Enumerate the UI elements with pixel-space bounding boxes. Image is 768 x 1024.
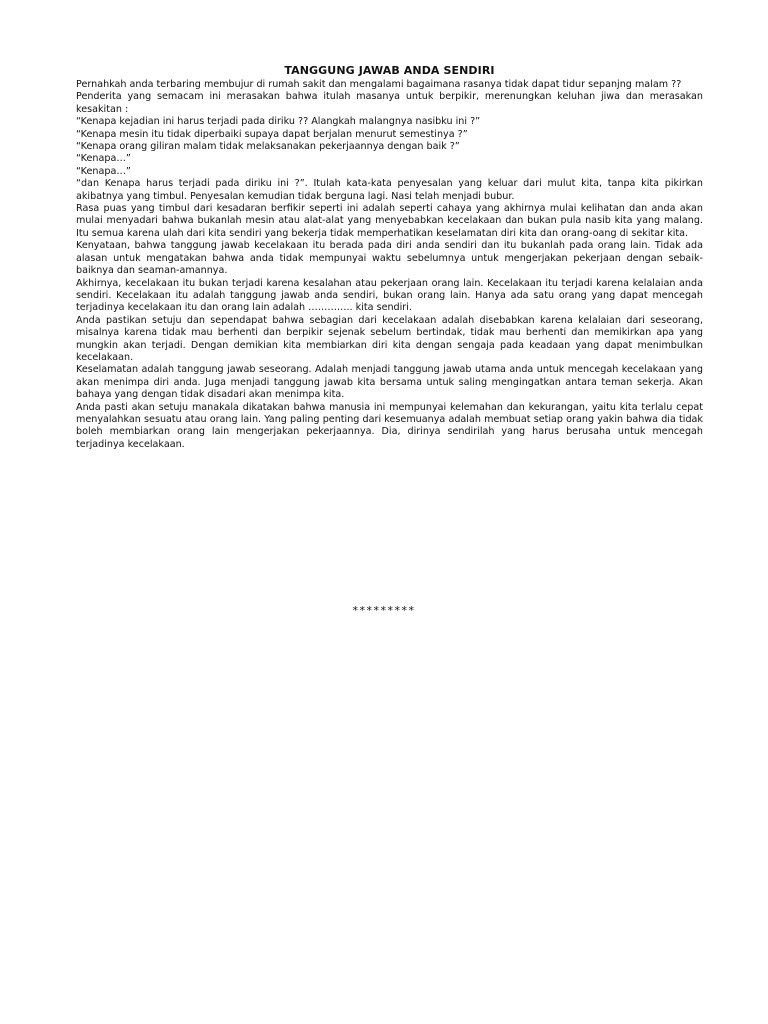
- document-page: [76, 64, 703, 451]
- document-body: [76, 79, 703, 451]
- paragraph: Anda pasti akan setuju manakala dikatakan bahwa manusia ini mempunyai kelemahan dan kekurangan, yaitu kita terlalu cepat menyalahkan sesuatu atau orang lain. Yang paling penting dari kesemuanya adalah membuat setiap orang yakin bahwa dia tidak boleh membiarkan orang lain mengerjakan pekerjaannya. Dia, dirinya sendirilah yang harus berusaha untuk mencegah terjadinya kecelakaan.: [76, 401, 703, 450]
- paragraph: “Kenapa orang giliran malam tidak melaksanakan pekerjaannya dengan baik ?”: [76, 141, 460, 153]
- paragraph: “dan Kenapa harus terjadi pada diriku ini ?”. Itulah kata-kata penyesalan yang keluar dari mulut kita, tanpa kita pikirkan akibatnya yang timbul. Penyesalan kemudian tidak berguna lagi. Nasi telah menjadi bubur.: [76, 178, 703, 202]
- paragraph: “Kenapa…”: [76, 165, 131, 177]
- paragraph: “Kenapa…”: [76, 153, 131, 165]
- paragraph: Pernahkah anda terbaring membujur di rumah sakit dan mengalami bagaimana rasanya tidak dapat tidur sepanjng malam ??: [76, 79, 682, 90]
- paragraph: Keselamatan adalah tanggung jawab seseorang. Adalah menjadi tanggung jawab utama anda untuk mencegah kecelakaan yang akan menimpa diri anda. Juga menjadi tanggung jawab kita bersama untuk saling mengingatkan antara teman sekerja. Akan bahaya yang dengan tidak disadari akan menimpa kita.: [76, 364, 703, 401]
- paragraph: “Kenapa kejadian ini harus terjadi pada diriku ?? Alangkah malangnya nasibku ini ?”: [76, 116, 481, 128]
- paragraph: Kenyataan, bahwa tanggung jawab kecelakaan itu berada pada diri anda sendiri dan itu bukanlah pada orang lain. Tidak ada alasan untuk mengatakan bahwa anda tidak mempunyai waktu sebelumnya untuk mengerjakan pekerjaan dengan sebaik-baiknya dan seaman-amannya.: [76, 240, 703, 277]
- end-marker: *********: [352, 604, 416, 617]
- paragraph: Akhirnya, kecelakaan itu bukan terjadi karena kesalahan atau pekerjaan orang lain. Kecelakaan itu terjadi karena kelalaian anda sendiri. Kecelakaan itu adalah tanggung jawab anda sendiri, bukan orang lain. Hanya ada satu orang yang dapat mencegah terjadinya kecelakaan itu dan orang lain adalah ………….. kita sendiri.: [76, 277, 703, 314]
- document-title: TANGGUNG JAWAB ANDA SENDIRI: [284, 64, 495, 77]
- paragraph: Rasa puas yang timbul dari kesadaran berfikir seperti ini adalah seperti cahaya yang akhirnya mulai kelihatan dan anda akan mulai menyadari bahwa bukanlah mesin atau alat-alat yang menyebabkan kecelakaan dan bukan pula nasib kita yang malang. Itu semua karena ulah dari kita sendiri yang bekerja tidak memperhatikan keselamatan diri kita dan orang-oang di sekitar kita.: [76, 203, 703, 239]
- paragraph: “Kenapa mesin itu tidak diperbaiki supaya dapat berjalan menurut semestinya ?”: [76, 128, 468, 140]
- paragraph: Penderita yang semacam ini merasakan bahwa itulah masanya untuk berpikir, merenungkan keluhan jiwa dan merasakan kesakitan :: [76, 91, 703, 115]
- paragraph: Anda pastikan setuju dan sependapat bahwa sebagian dari kecelakaan adalah disebabkan karena kelalaian dari seseorang, misalnya karena tidak mau berhenti dan berpikir sejenak sebelum bertindak, tidak mau berhenti dan memikirkan apa yang mungkin akan terjadi. Dengan demikian kita membiarkan diri kita dengan sengaja pada keadaan yang dapat menimbulkan kecelakaan.: [76, 314, 703, 363]
